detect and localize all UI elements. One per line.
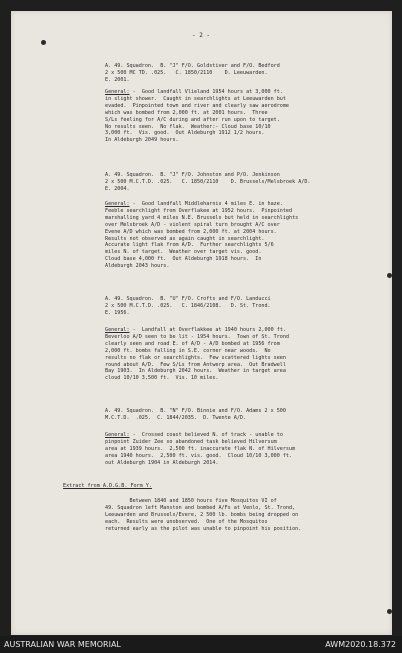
entry-4-header: A. 49. Squadron. B. "N" F/O. Binnie and F/O. Adams 2 x 500 M.C.T.D. .025. C. 1844/2035. D. Twente A/D. bbox=[105, 408, 286, 421]
entry-3-general: General: - Landfall at Overflakkee at 1940 hours 2,000 ft. Beverloo A/D seen to be lit - 1954 hours. Town of St. Trond clearly seen and road E. of A/D - A/D bombed at 1956 from 2,000 ft. bombs falling in S.E. corner near woods. No results no flak or searchlights. Few scattered lights seen round about A/D. Few S/Ls from Antwerp area. Out Bradwell Bay 1903. In Aldeburgh 2042 hours. Weather in target area cloud 10/10 3,500 ft. Vis. 10 miles. bbox=[105, 327, 290, 382]
general-label: General: bbox=[105, 201, 130, 207]
entry-4-general: General: - Crossed coast believed N. of track - unable to pinpoint Zuider Zee so abandoned task believed Hilversum area at 1939 hours. 2,500 ft. inaccurate flak N. of Hilversum area 1940 hours. 2,500 ft. vis. good. Cloud 10/10 3,000 ft. out Aldeburgh 1904 in Aldeburgh 2014. bbox=[105, 432, 296, 466]
extract-heading: Extract from A.D.G.B. Form Y. bbox=[63, 483, 152, 489]
punch-hole bbox=[387, 609, 392, 614]
general-label: General: bbox=[105, 432, 130, 438]
entry-2-general: General: - Good landfall Middleharnis 4 miles E. in haze. Feeble searchlight from Overflakee at 1952 hours. Pinpointed marshalling yard 4 miles N.E. Brussels but held in searchlights over Melsbroek A/D - violent spiral turn brought A/C over Evene A/D which was bombed from 2,000 ft. at 2004 hours. Results not observed as again caught in searchlight. Accurate light flak from A/D. Further searchlights 5/6 miles N. of target. Weather over target vis. good. Cloud base 4,000 ft. Out Aldeburgh 1918 hours. In Aldeburgh 2043 hours. bbox=[105, 201, 299, 270]
entry-2-header: A. 49. Squadron. B. "J" F/O. Johnston and P/O. Jenkinson 2 x 500 M.C.T.D. .025. C. 1850/2110 D. Brussels/Melsbroek A/D. E. 2004. bbox=[105, 172, 311, 192]
punch-hole bbox=[387, 273, 392, 278]
punch-hole bbox=[41, 40, 46, 45]
general-label: General: bbox=[105, 89, 130, 95]
institution-name: AUSTRALIAN WAR MEMORIAL bbox=[4, 640, 121, 649]
general-label: General: bbox=[105, 327, 130, 333]
extract-body: Between 1840 and 1850 hours five Mosquitos VI of 49. Squadron left Manston and bombed A/Fs at Venlo, St. Trond, Leeuwarden and Brussels/Evere, 2 500 lb. bombs being dropped on each. Results were unobserved. One of the Mosquitos returned early as the pilot was unable to pinpoint his position. bbox=[105, 498, 302, 532]
page-number: - 2 - bbox=[191, 32, 211, 39]
entry-3-header: A. 49. Squadron. B. "U" F/O. Crofts and F/O. Landucci 2 x 500 M.C.T.D. .025. C. 1846/2108. D. St. Trond. E. 1956. bbox=[105, 296, 271, 316]
entry-1-general: General: - Good landfall Vlieland 1954 hours at 3,000 ft. in slight shower. Caught in searchlights at Leeuwarden but evaded. Pinpointed town and river and clearly saw aerodrome which was bombed from 2,000 ft. at 2001 hours. Three S/Ls feeling for A/C during and after run upon to target. No results seen. No flak. Weather:- Cloud base 10/10 3,000 ft. Vis. good. Out Aldeburgh 1912 1/2 hours. In Aldeburgh 2049 hours. bbox=[105, 89, 290, 144]
item-reference: AWM2020.18.372 bbox=[325, 640, 396, 649]
entry-1-header: A. 49. Squadron. B. "J" F/O. Goldstiver and F/O. Bedford 2 x 500 MC TD. .025. C. 1850/2110 D. Leeuwarden. E. 2001. bbox=[105, 63, 280, 83]
archive-footer bbox=[0, 636, 402, 653]
